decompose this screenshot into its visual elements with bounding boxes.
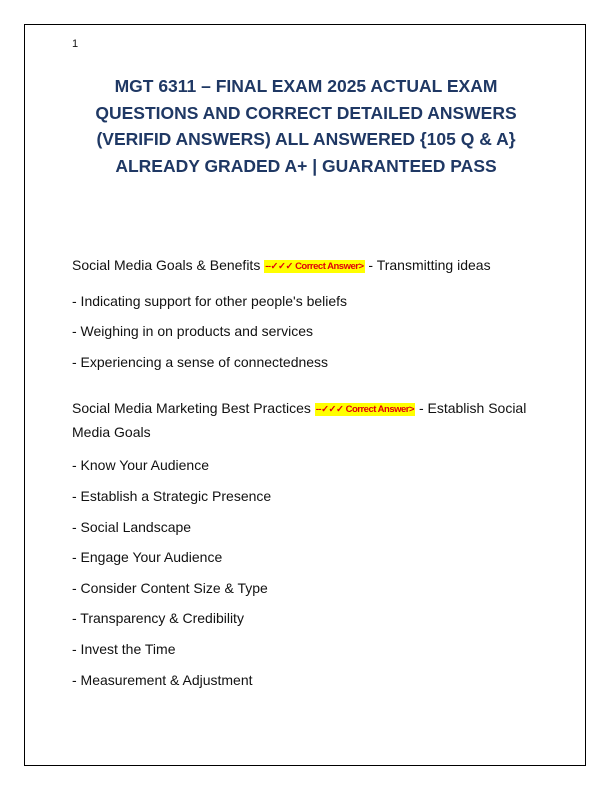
answer-item: - Consider Content Size & Type [72,579,268,596]
qa-block-1 [72,254,547,370]
answer-item: - Weighing in on products and services [72,323,313,340]
page-number: 1 [72,38,79,50]
answer-text: - Establish Social Media Goals [72,399,527,440]
question-line [72,254,547,278]
question-line [72,397,547,443]
answer-item: - Measurement & Adjustment [72,671,253,688]
qa-content [72,254,547,688]
answer-item: - Experiencing a sense of connectedness [72,353,329,370]
answer-item: - Transparency & Credibility [72,610,244,627]
answer-item: - Indicating support for other people's beliefs [72,292,348,309]
answer-item: - Social Landscape [72,518,192,535]
answer-item: - Establish a Strategic Presence [72,487,272,504]
question-text: Social Media Marketing Best Practices [72,399,311,416]
qa-block-2 [72,397,547,688]
answer-item: - Invest the Time [72,640,176,657]
document-title: MGT 6311 – FINAL EXAM 2025 ACTUAL EXAM QUESTIONS AND CORRECT DETAILED ANSWERS (VERIFID ANSWERS) ALL ANSWERED {105 Q & A} ALREADY GRADED A+ | GUARANTEED PASS [95,76,517,176]
answer-item: - Engage Your Audience [72,549,223,566]
answer-item: - Know Your Audience [72,457,209,474]
answer-text: - Transmitting ideas [368,257,491,273]
correct-answer-marker: --✓✓✓ Correct Answer> [265,261,364,272]
question-text: Social Media Goals & Benefits [72,257,261,273]
correct-answer-marker: --✓✓✓ Correct Answer> [315,403,415,415]
